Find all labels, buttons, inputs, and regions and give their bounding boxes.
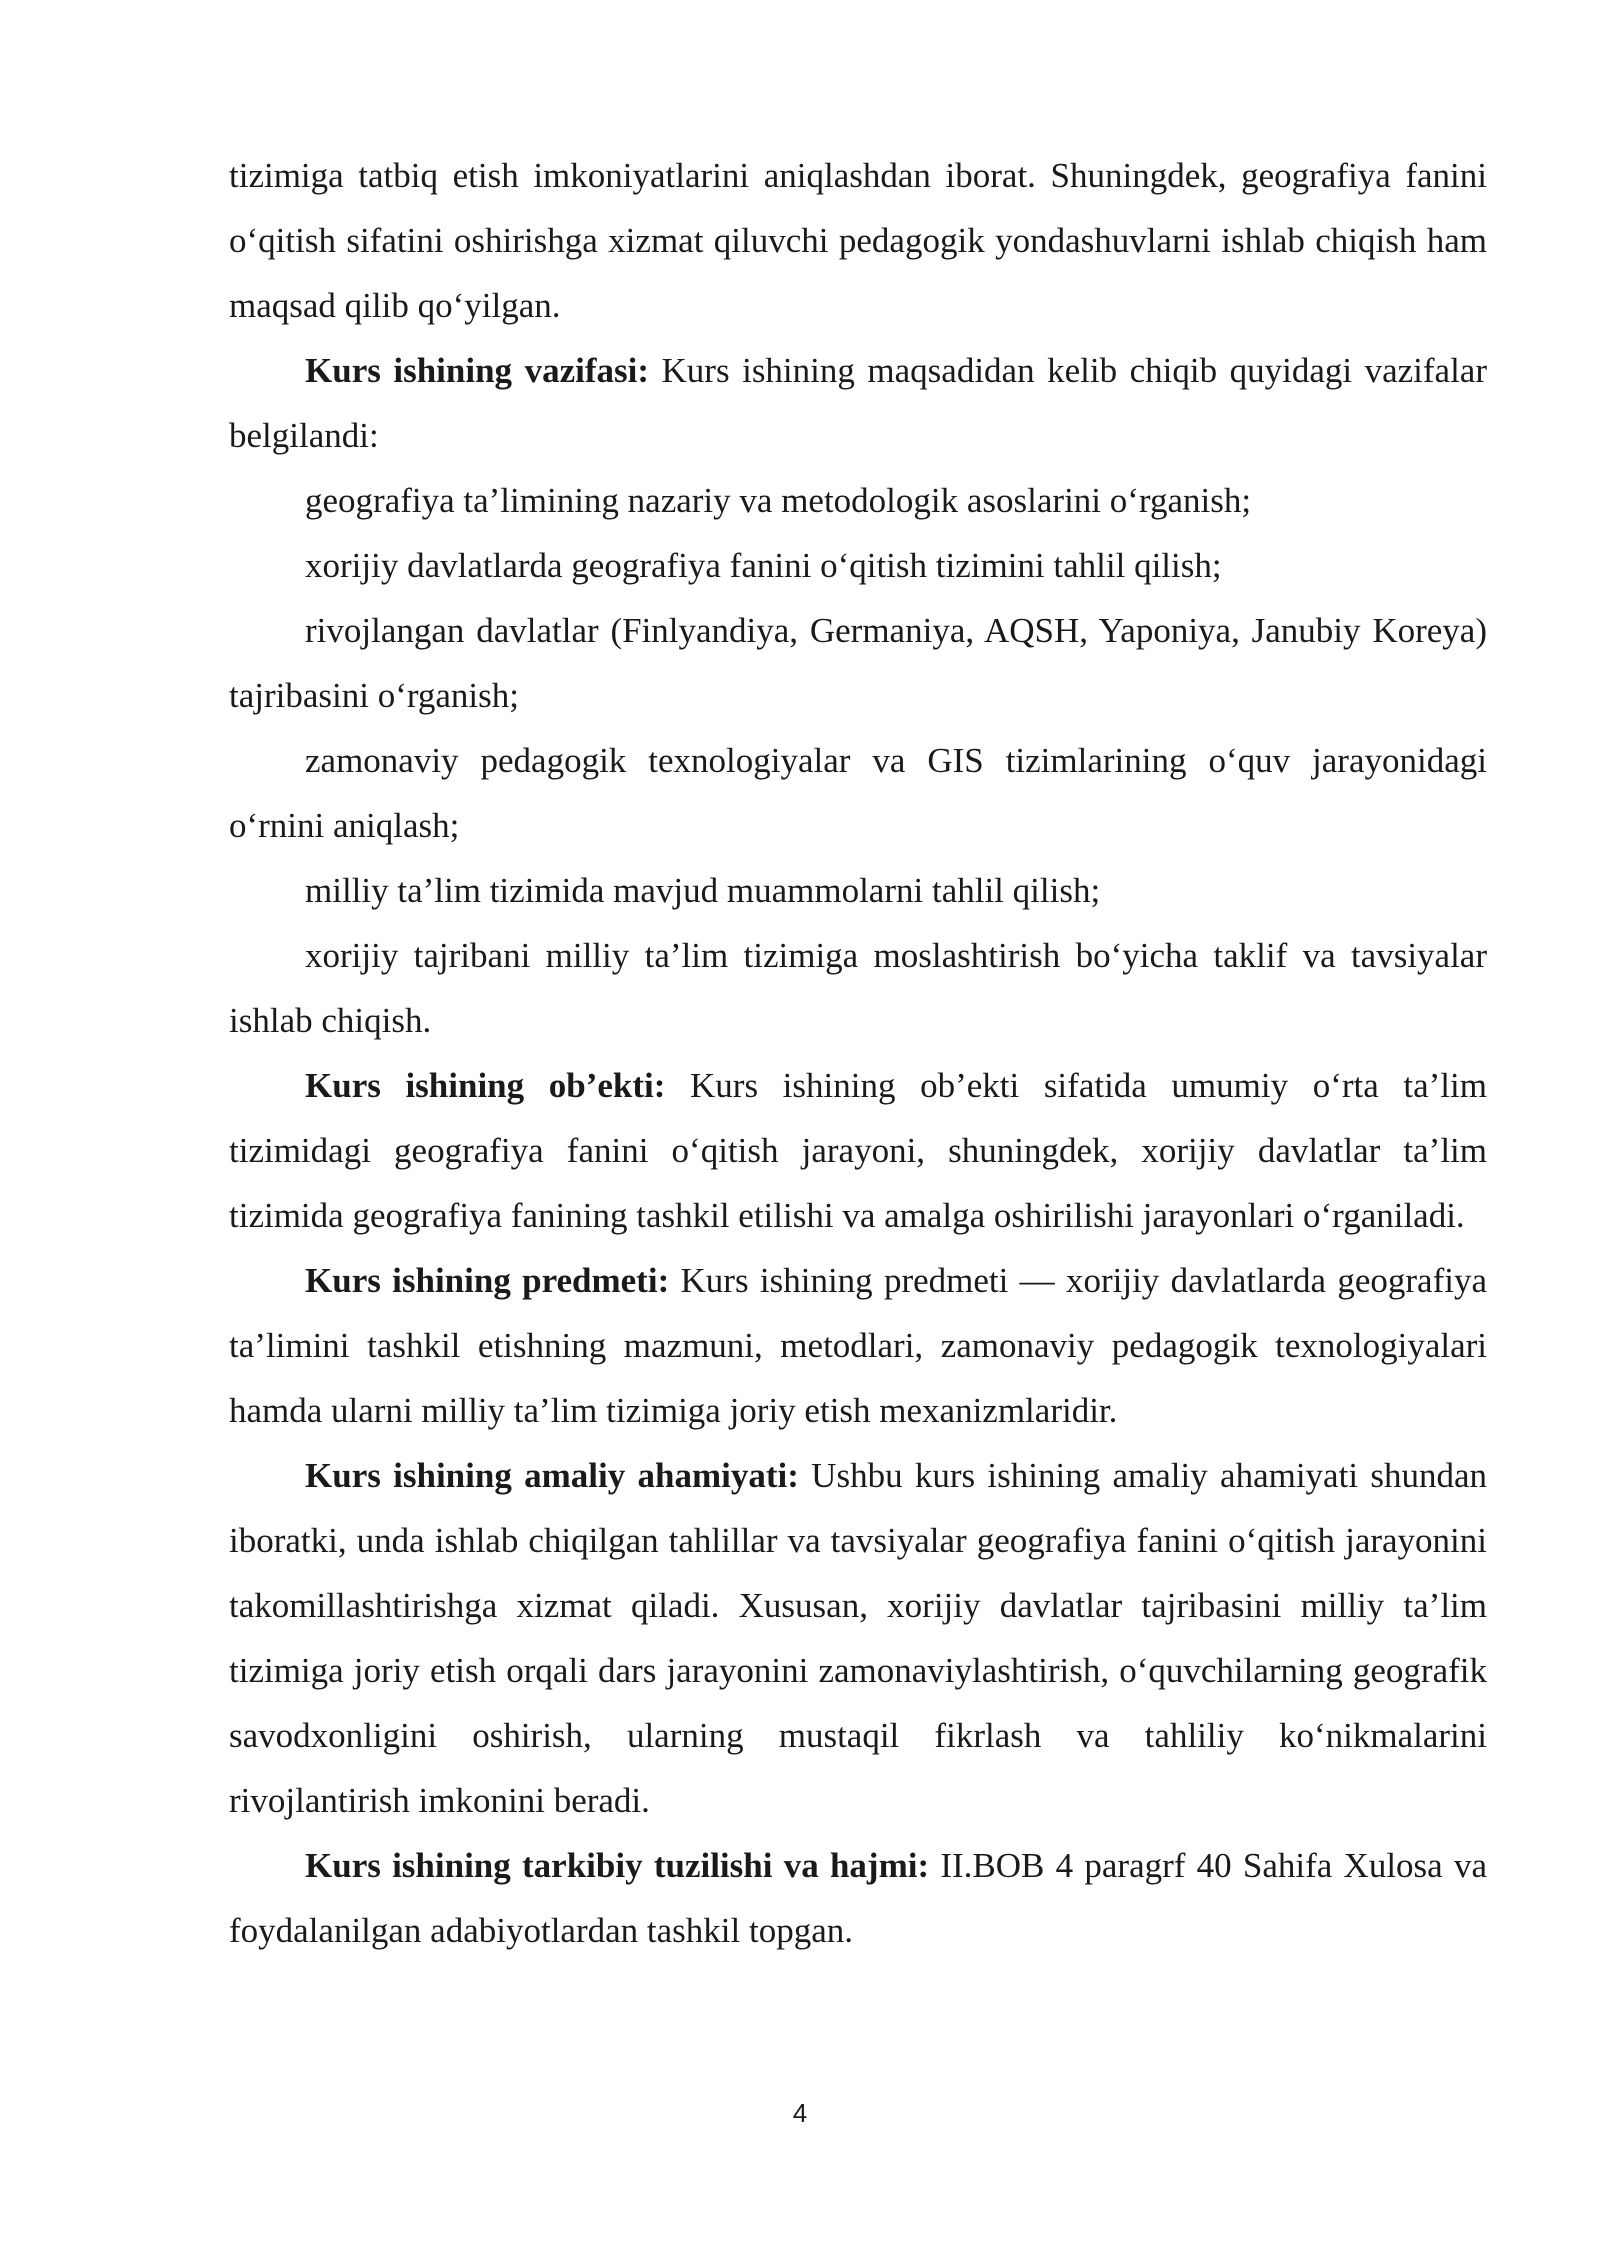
paragraph-tarkib xyxy=(229,1833,1487,1963)
paragraph-predmet xyxy=(229,1248,1487,1443)
text-tarkib: II.BOB 4 paragrf 40 Sahifa Xulosa va foydalanilgan adabiyotlardan tashkil topgan. xyxy=(229,1846,1487,1950)
paragraph-amaliy xyxy=(229,1443,1487,1833)
heading-amaliy: Kurs ishining amaliy ahamiyati: xyxy=(305,1456,799,1495)
task-item: geografiya ta’limining nazariy va metodologik asoslarini o‘rganish; xyxy=(305,481,1252,520)
text-predmet: Kurs ishining predmeti — xorijiy davlatlarda geografiya ta’limini tashkil etishning mazmuni, metodlari, zamonaviy pedagogik texnologiyalari hamda ularni milliy ta’lim tizimiga joriy etish mexanizmlaridir. xyxy=(229,1261,1487,1430)
heading-vazifa: Kurs ishining vazifasi: xyxy=(305,351,649,390)
heading-predmet: Kurs ishining predmeti: xyxy=(305,1261,670,1300)
paragraph-vazifa xyxy=(229,338,1487,468)
paragraph-obekt xyxy=(229,1053,1487,1248)
task-item: milliy ta’lim tizimida mavjud muammolarni tahlil qilish; xyxy=(305,871,1101,910)
task-item: zamonaviy pedagogik texnologiyalar va GIS tizimlarining o‘quv jarayonidagi o‘rnini aniqlash; xyxy=(229,741,1487,845)
task-item: xorijiy tajribani milliy ta’lim tizimiga moslashtirish bo‘yicha taklif va tavsiyalar ishlab chiqish. xyxy=(229,936,1487,1040)
text-amaliy: Ushbu kurs ishining amaliy ahamiyati shundan iboratki, unda ishlab chiqilgan tahlillar va tavsiyalar geografiya fanini o‘qitish jarayonini takomillashtirishga xizmat qiladi. Xususan, xorijiy davlatlar tajribasini milliy ta’lim tizimiga joriy etish orqali dars jarayonini zamonaviylashtirish, o‘quvchilarning geografik savodxonligini oshirish, ularning mustaqil fikrlash va tahliliy ko‘nikmalarini rivojlantirish imkonini beradi. xyxy=(229,1456,1487,1820)
page-number: 4 xyxy=(792,2098,808,2128)
heading-obekt: Kurs ishining ob’ekti: xyxy=(305,1066,666,1105)
heading-tarkib: Kurs ishining tarkibiy tuzilishi va hajmi: xyxy=(305,1846,930,1885)
document-page xyxy=(229,143,1487,1963)
text-obekt: Kurs ishining ob’ekti sifatida umumiy o‘rta ta’lim tizimidagi geografiya fanini o‘qitish jarayoni, shuningdek, xorijiy davlatlar ta’lim tizimida geografiya fanining tashkil etilishi va amalga oshirilishi jarayonlari o‘rganiladi. xyxy=(229,1066,1487,1235)
paragraph-continuation: tizimiga tatbiq etish imkoniyatlarini aniqlashdan iborat. Shuningdek, geografiya fanini o‘qitish sifatini oshirishga xizmat qiluvchi pedagogik yondashuvlarni ishlab chiqish ham maqsad qilib qo‘yilgan. xyxy=(229,156,1487,325)
task-item: xorijiy davlatlarda geografiya fanini o‘qitish tizimini tahlil qilish; xyxy=(305,546,1222,585)
task-item: rivojlangan davlatlar (Finlyandiya, Germaniya, AQSH, Yaponiya, Janubiy Koreya) tajribasini o‘rganish; xyxy=(229,611,1487,715)
text-vazifa: Kurs ishining maqsadidan kelib chiqib quyidagi vazifalar belgilandi: xyxy=(229,351,1487,455)
